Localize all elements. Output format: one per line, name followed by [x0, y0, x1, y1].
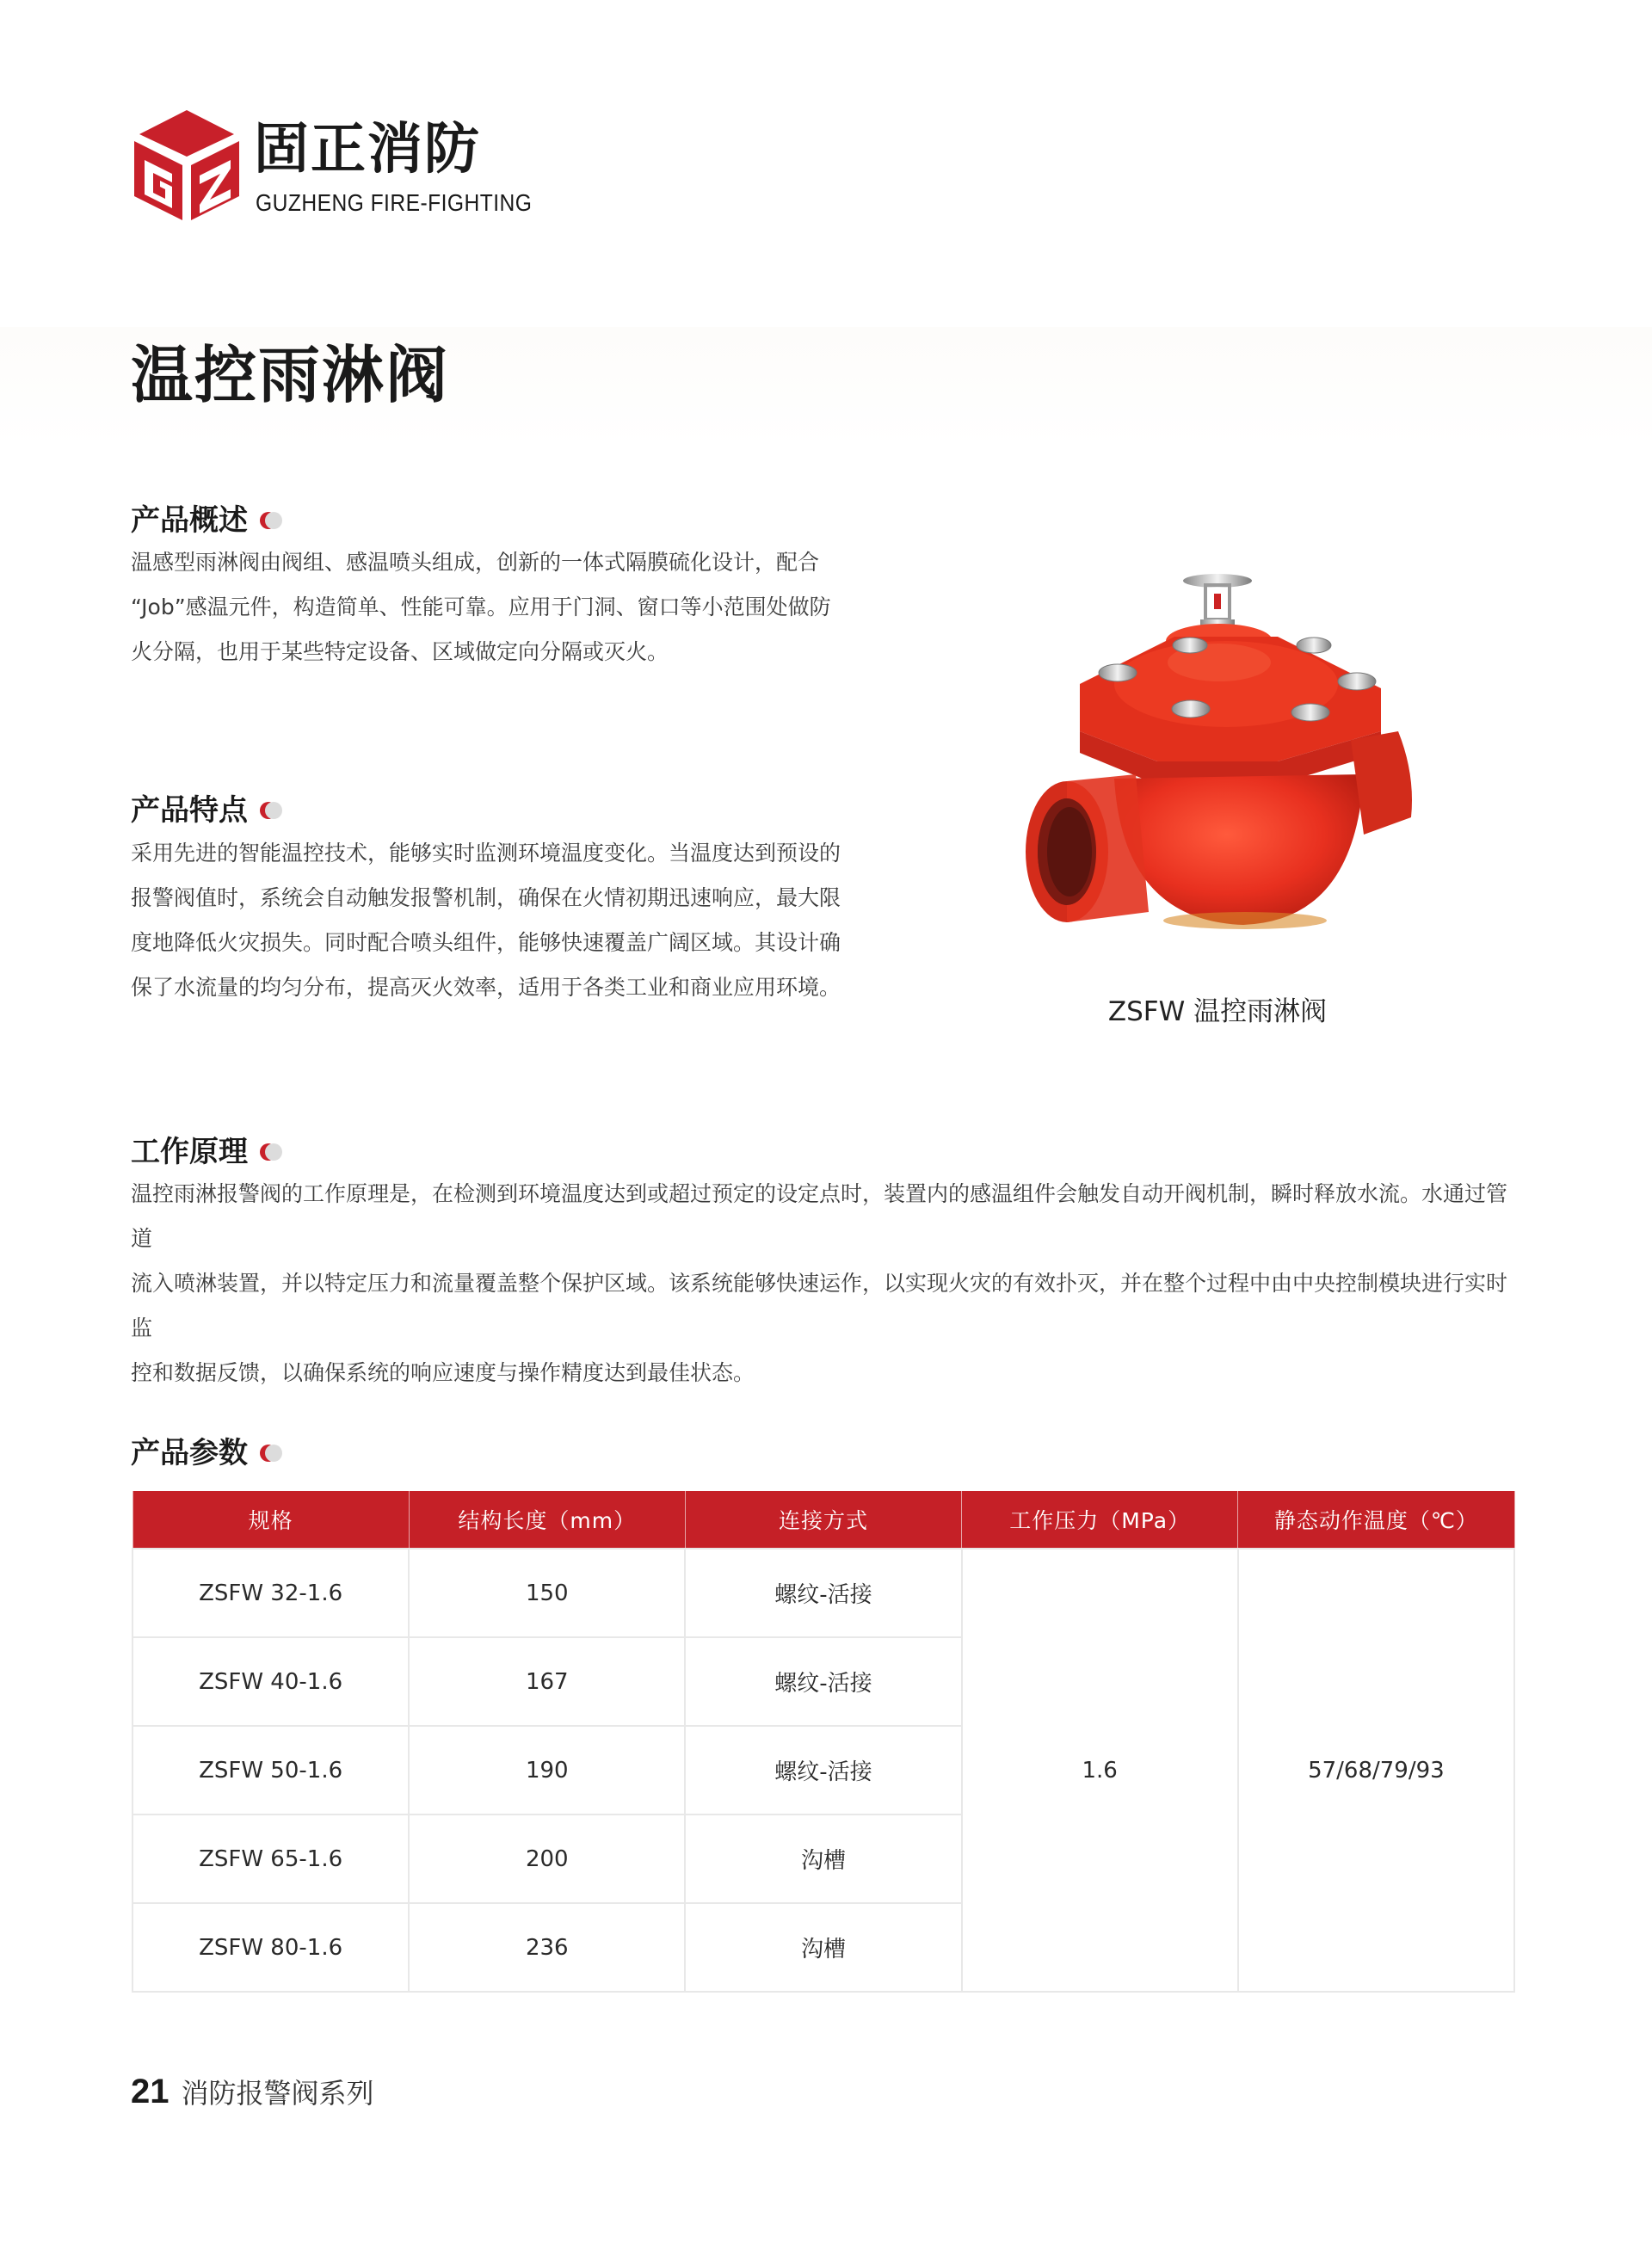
cell-length: 167: [409, 1637, 685, 1726]
section-heading-features: [131, 793, 286, 828]
section-title: 产品特点: [131, 793, 248, 828]
cell-connection: 螺纹-活接: [685, 1726, 961, 1814]
red-grey-dot-icon: [258, 1143, 286, 1161]
cell-connection: 沟槽: [685, 1903, 961, 1992]
page-number: 21: [131, 2073, 170, 2110]
cell-model: ZSFW 80-1.6: [133, 1903, 409, 1992]
brand-name-cn: 固正消防: [254, 118, 481, 182]
cell-model: ZSFW 50-1.6: [133, 1726, 409, 1814]
header-temperature: 静态动作温度（℃）: [1238, 1491, 1514, 1549]
cell-model: ZSFW 65-1.6: [133, 1814, 409, 1903]
header-pressure: 工作压力（MPa）: [962, 1491, 1238, 1549]
text-line: 度地降低火灾损失。同时配合喷头组件，能够快速覆盖广阔区域。其设计确: [131, 930, 841, 955]
text-line: 温控雨淋报警阀的工作原理是，在检测到环境温度达到或超过预定的设定点时，装置内的感温组件会触发自动开阀机制，瞬时释放水流。水通过管道: [131, 1181, 1508, 1251]
table-row: [133, 1549, 1514, 1637]
text-line: 报警阀值时，系统会自动触发报警机制，确保在火情初期迅速响应，最大限: [131, 885, 841, 910]
page-footer: [131, 2072, 374, 2111]
table-header-row: [133, 1491, 1514, 1549]
spec-table: [132, 1491, 1515, 1993]
header-connection: 连接方式: [685, 1491, 961, 1549]
valve-product-image: [1020, 559, 1415, 938]
section-title: 产品概述: [131, 503, 248, 538]
text-line: “Job”感温元件，构造简单、性能可靠。应用于门洞、窗口等小范围处做防: [131, 595, 831, 619]
text-line: 火分隔，也用于某些特定设备、区域做定向分隔或灭火。: [131, 639, 669, 664]
gz-cube-logo-icon: [131, 103, 243, 224]
cell-length: 200: [409, 1814, 685, 1903]
header-model: 规格: [133, 1491, 409, 1549]
overview-text: [131, 540, 862, 675]
text-line: 流入喷淋装置，并以特定压力和流量覆盖整个保护区域。该系统能够快速运作，以实现火灾的有效扑灭，并在整个过程中由中央控制模块进行实时监: [131, 1271, 1508, 1340]
section-title: 工作原理: [131, 1135, 248, 1169]
header-length: 结构长度（mm）: [409, 1491, 685, 1549]
features-text: [131, 831, 862, 1010]
cell-connection: 螺纹-活接: [685, 1549, 961, 1637]
section-heading-principle: [131, 1137, 286, 1167]
principle-text: [131, 1172, 1525, 1396]
product-caption: ZSFW 温控雨淋阀: [1107, 996, 1328, 1027]
cell-length: 190: [409, 1726, 685, 1814]
cell-model: ZSFW 32-1.6: [133, 1549, 409, 1637]
cell-pressure: 1.6: [962, 1549, 1238, 1992]
cell-length: 150: [409, 1549, 685, 1637]
brand-name-en: GUZHENG FIRE-FIGHTING: [256, 189, 533, 216]
text-line: 采用先进的智能温控技术，能够实时监测环境温度变化。当温度达到预设的: [131, 841, 841, 866]
cell-temperature: 57/68/79/93: [1238, 1549, 1514, 1992]
cell-length: 236: [409, 1903, 685, 1992]
cell-connection: 螺纹-活接: [685, 1637, 961, 1726]
section-heading-overview: [131, 503, 286, 538]
cell-connection: 沟槽: [685, 1814, 961, 1903]
page-title: 温控雨淋阀: [131, 339, 450, 411]
section-heading-params: [131, 1436, 286, 1470]
brand-logo: [131, 103, 533, 224]
series-name: 消防报警阀系列: [181, 2077, 374, 2110]
red-grey-dot-icon: [258, 801, 286, 820]
section-title: 产品参数: [131, 1436, 248, 1470]
red-grey-dot-icon: [258, 511, 286, 530]
text-line: 温感型雨淋阀由阀组、感温喷头组成，创新的一体式隔膜硫化设计，配合: [131, 550, 820, 575]
text-line: 控和数据反馈，以确保系统的响应速度与操作精度达到最佳状态。: [131, 1360, 755, 1385]
text-line: 保了水流量的均匀分布，提高灭火效率，适用于各类工业和商业应用环境。: [131, 975, 841, 1000]
cell-model: ZSFW 40-1.6: [133, 1637, 409, 1726]
red-grey-dot-icon: [258, 1444, 286, 1463]
